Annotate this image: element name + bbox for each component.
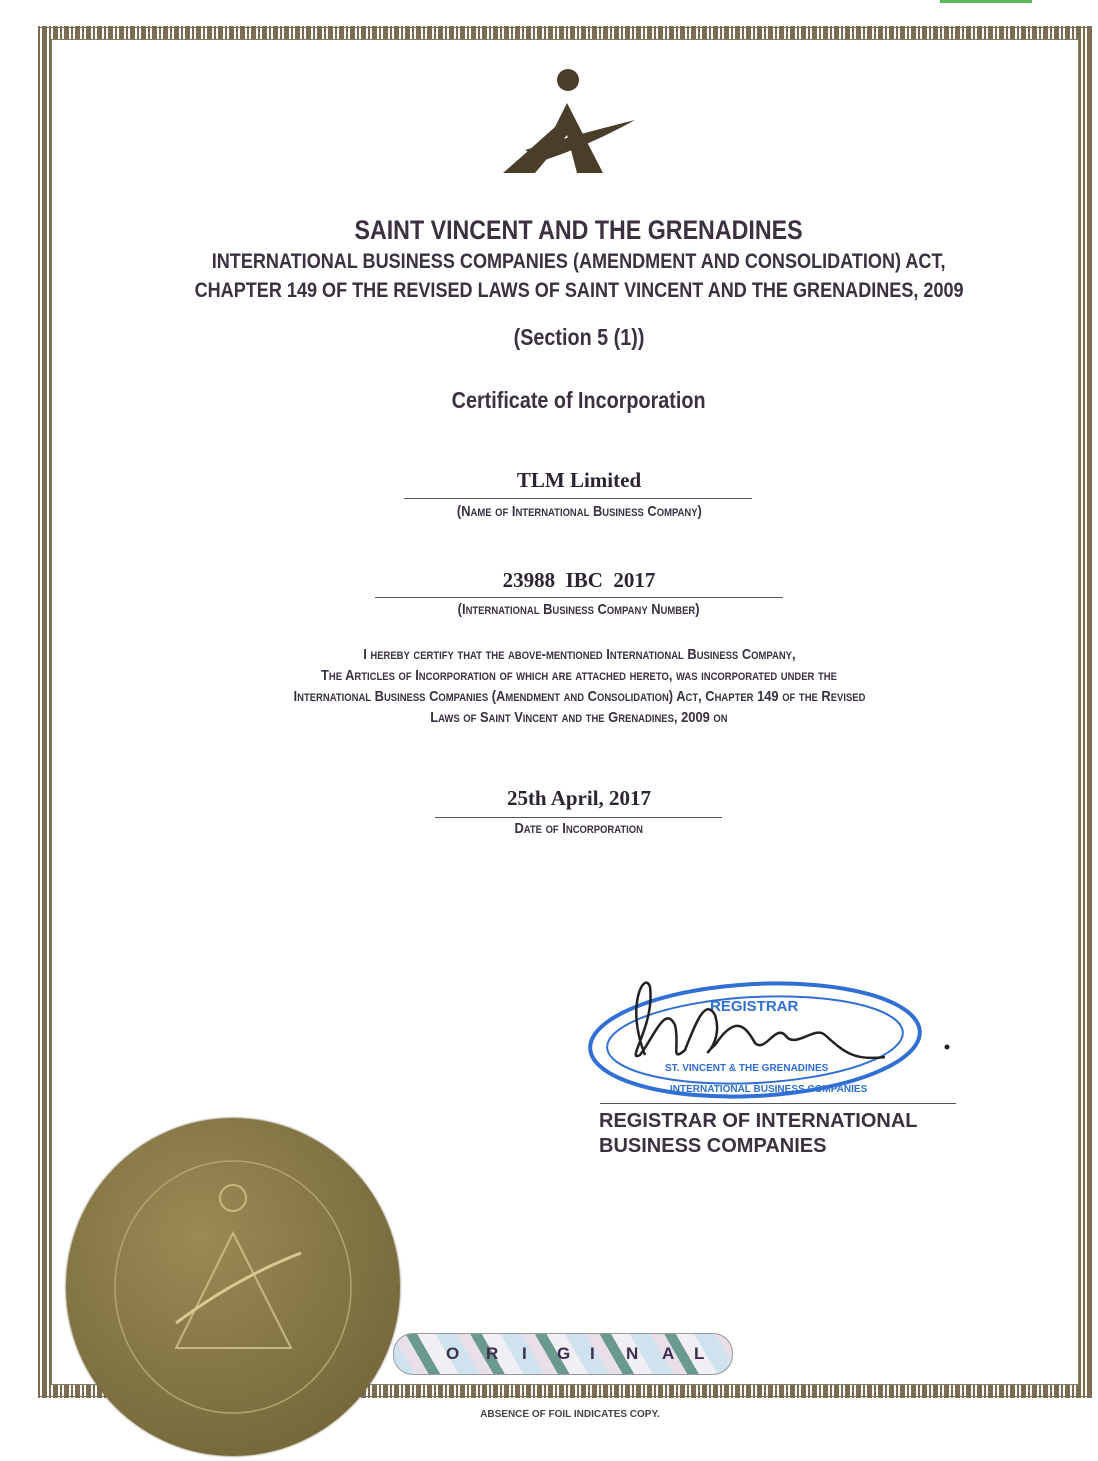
hologram-letter: O: [446, 1344, 460, 1363]
incorporation-date: 25th April, 2017: [506, 786, 652, 810]
hologram-letter: L: [694, 1344, 705, 1363]
certification-line: International Business Companies (Amendment and Consolidation) Act, Chapter 149 of the Revised: [293, 688, 865, 705]
company-name: TLM Limited: [516, 468, 642, 492]
company-number: 23988 IBC 2017: [502, 568, 656, 592]
country-heading: SAINT VINCENT AND THE GRENADINES: [354, 215, 804, 245]
original-hologram: [393, 1333, 733, 1375]
foil-seal: [66, 1118, 400, 1456]
hologram-letter: N: [626, 1344, 639, 1363]
registrar-title-line-2: BUSINESS COMPANIES: [599, 1135, 827, 1157]
svg-text:REGISTRAR: REGISTRAR: [710, 998, 799, 1015]
top-accent-bar: [940, 0, 1032, 3]
act-line-2: CHAPTER 149 OF THE REVISED LAWS OF SAINT VINCENT AND THE GRENADINES, 2009: [194, 279, 964, 302]
divider: [404, 498, 752, 499]
company-name-label: (Name of International Business Company): [456, 503, 702, 520]
registrar-title-line-1: REGISTRAR OF INTERNATIONAL: [599, 1110, 918, 1132]
authority-logo-icon: [495, 65, 640, 180]
certification-line: I hereby certify that the above-mentioned International Business Company,: [362, 646, 796, 663]
seal-emblem-icon: [66, 1118, 400, 1456]
hologram-letter: G: [557, 1344, 571, 1363]
foil-notice: ABSENCE OF FOIL INDICATES COPY.: [480, 1409, 660, 1420]
section-reference: (Section 5 (1)): [513, 324, 645, 350]
hologram-letter: I: [590, 1344, 595, 1363]
hologram-letter: R: [486, 1344, 499, 1363]
signature-line: [600, 1103, 956, 1104]
act-line-1: INTERNATIONAL BUSINESS COMPANIES (AMENDMENT AND CONSOLIDATION) ACT,: [212, 250, 946, 273]
registrar-stamp-icon: [585, 975, 975, 1100]
svg-text:ST. VINCENT & THE GRENADINES: ST. VINCENT & THE GRENADINES: [665, 1063, 829, 1074]
certificate-title: Certificate of Incorporation: [452, 387, 706, 413]
company-number-label: (International Business Company Number): [458, 601, 700, 618]
incorporation-date-label: Date of Incorporation: [514, 820, 644, 837]
divider: [375, 597, 783, 598]
divider: [435, 817, 722, 818]
hologram-letter: A: [662, 1344, 675, 1363]
hologram-letter: I: [522, 1344, 527, 1363]
certification-line: The Articles of Incorporation of which are attached hereto, was incorporated under the: [321, 667, 837, 684]
svg-text:INTERNATIONAL BUSINESS COMPANI: INTERNATIONAL BUSINESS COMPANIES: [670, 1084, 868, 1095]
certification-line: Laws of Saint Vincent and the Grenadines, 2009 on: [430, 709, 728, 726]
